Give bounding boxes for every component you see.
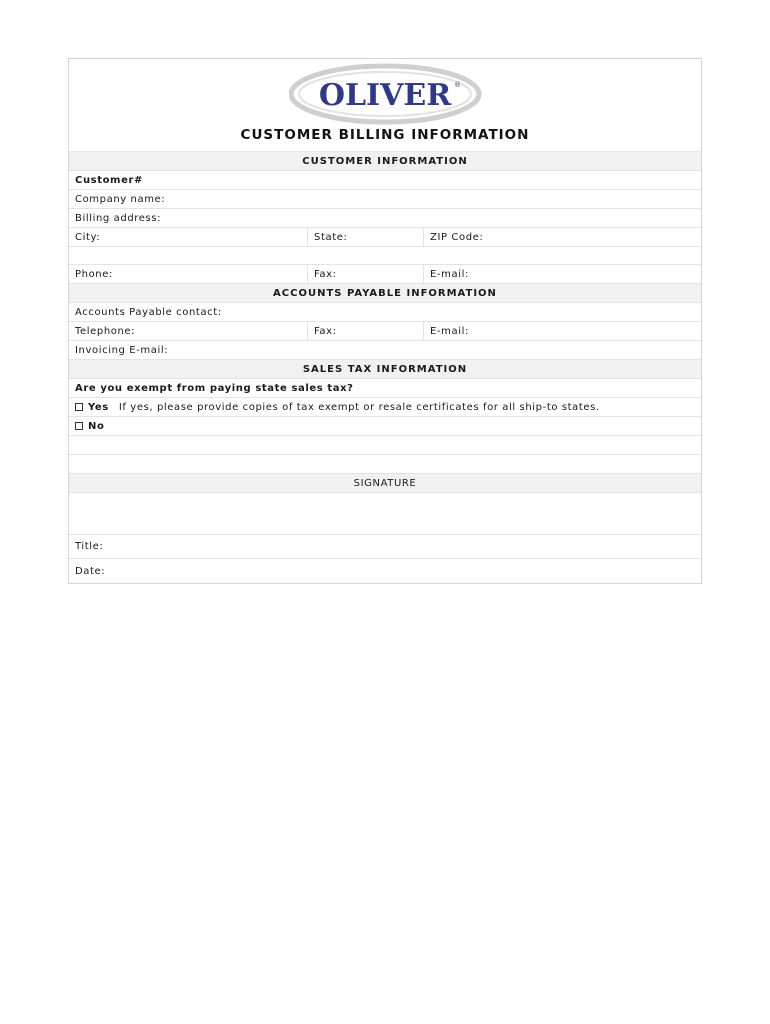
ap-telephone-field[interactable]: Telephone: xyxy=(69,322,308,340)
phone-field[interactable]: Phone: xyxy=(69,265,308,283)
signature-heading: SIGNATURE xyxy=(69,474,701,492)
ap-fax-field[interactable]: Fax: xyxy=(308,322,424,340)
date-field[interactable]: Date: xyxy=(75,565,106,577)
oliver-logo xyxy=(289,61,489,125)
address-continuation-field[interactable] xyxy=(69,247,701,264)
state-field[interactable]: State: xyxy=(308,228,424,246)
no-label: No xyxy=(88,420,105,432)
fax-field[interactable]: Fax: xyxy=(308,265,424,283)
logo-registered-mark: ® xyxy=(454,81,461,89)
sales-tax-heading: SALES TAX INFORMATION xyxy=(69,360,701,378)
no-checkbox[interactable] xyxy=(75,422,83,430)
city-field[interactable]: City: xyxy=(69,228,308,246)
blank-row xyxy=(69,436,701,454)
email-field[interactable]: E-mail: xyxy=(430,268,469,280)
invoicing-email-field[interactable]: Invoicing E-mail: xyxy=(75,344,169,356)
yes-label: Yes xyxy=(88,401,109,413)
billing-form xyxy=(68,58,702,584)
logo-text: OLIVER xyxy=(318,78,452,113)
signature-field[interactable] xyxy=(69,493,701,534)
title-field[interactable]: Title: xyxy=(75,541,104,552)
ap-info-heading: ACCOUNTS PAYABLE INFORMATION xyxy=(69,284,701,302)
company-name-field[interactable]: Company name: xyxy=(75,193,166,205)
tax-exempt-yes-option[interactable] xyxy=(69,398,701,416)
customer-number-field[interactable]: Customer# xyxy=(75,174,143,186)
yes-note: If yes, please provide copies of tax exempt or resale certificates for all ship-to states. xyxy=(118,401,600,413)
yes-checkbox[interactable] xyxy=(75,403,83,411)
billing-address-field[interactable]: Billing address: xyxy=(75,212,162,224)
form-header xyxy=(69,59,701,152)
ap-contact-field[interactable]: Accounts Payable contact: xyxy=(75,306,222,318)
zip-field[interactable]: ZIP Code: xyxy=(430,231,484,243)
ap-email-field[interactable]: E-mail: xyxy=(430,325,469,337)
customer-info-heading: CUSTOMER INFORMATION xyxy=(69,152,701,170)
blank-row xyxy=(69,455,701,473)
tax-exempt-no-option[interactable] xyxy=(69,417,701,435)
form-title: CUSTOMER BILLING INFORMATION xyxy=(240,127,530,143)
tax-exempt-question: Are you exempt from paying state sales tax? xyxy=(75,382,354,394)
